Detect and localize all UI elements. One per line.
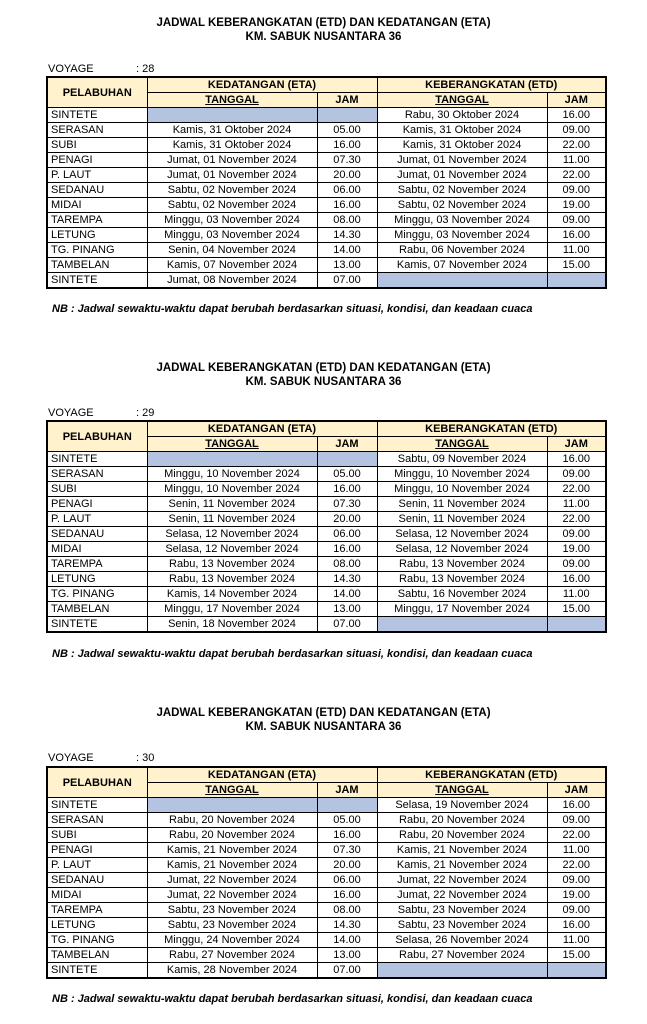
port-cell: SEDANAU [47,873,147,888]
arrival-time-cell: 14.00 [317,243,377,258]
port-cell: P. LAUT [47,168,147,183]
departure-header: KEBERANGKATAN (ETD) [377,767,606,783]
table-row [47,258,606,273]
departure-time-cell: 09.00 [547,123,606,138]
arrival-date-header: TANGGAL [147,783,317,798]
departure-date-cell: Sabtu, 23 November 2024 [377,903,547,918]
departure-time-cell: 15.00 [547,948,606,963]
departure-time-cell: 11.00 [547,587,606,602]
departure-time-cell: 19.00 [547,542,606,557]
table-row [47,273,606,289]
departure-time-cell: 16.00 [547,452,606,467]
table-row [47,843,606,858]
voyage-label: VOYAGE [48,407,94,419]
arrival-time-header: JAM [317,437,377,452]
port-cell: SINTETE [47,617,147,633]
arrival-time-cell: 13.00 [317,948,377,963]
arrival-time-cell: 16.00 [317,138,377,153]
table-row [47,123,606,138]
arrival-time-header: JAM [317,783,377,798]
departure-date-cell: Kamis, 07 November 2024 [377,258,547,273]
arrival-date-cell: Sabtu, 02 November 2024 [147,198,317,213]
arrival-date-cell [147,108,317,123]
voyage-number: 29 [142,407,155,419]
departure-time-cell: 22.00 [547,828,606,843]
departure-time-cell: 11.00 [547,497,606,512]
schedule-note: NB : Jadwal sewaktu-waktu dapat berubah berdasarkan situasi, kondisi, dan keadaan cuaca [52,648,533,660]
arrival-date-cell: Senin, 18 November 2024 [147,617,317,633]
voyage-separator: : [136,752,140,764]
schedule-title-line2: KM. SABUK NUSANTARA 36 [245,376,402,388]
arrival-date-cell: Minggu, 17 November 2024 [147,602,317,617]
departure-date-cell: Selasa, 26 November 2024 [377,933,547,948]
departure-time-cell [547,273,606,289]
table-row [47,452,606,467]
port-cell: MIDAI [47,888,147,903]
departure-date-cell: Sabtu, 09 November 2024 [377,452,547,467]
arrival-time-cell: 20.00 [317,168,377,183]
voyage-number: 28 [142,63,155,75]
departure-date-cell: Senin, 11 November 2024 [377,512,547,527]
port-cell: SERASAN [47,123,147,138]
departure-date-cell: Sabtu, 02 November 2024 [377,183,547,198]
table-row [47,572,606,587]
departure-date-header: TANGGAL [377,783,547,798]
port-header: PELABUHAN [47,421,147,452]
departure-time-cell: 16.00 [547,798,606,813]
departure-time-cell: 09.00 [547,903,606,918]
table-row [47,108,606,123]
port-cell: TAREMPA [47,903,147,918]
table-row [47,213,606,228]
arrival-time-cell: 07.30 [317,843,377,858]
departure-time-cell: 15.00 [547,602,606,617]
arrival-date-cell [147,452,317,467]
table-row [47,888,606,903]
departure-date-cell: Minggu, 03 November 2024 [377,213,547,228]
port-cell: P. LAUT [47,512,147,527]
departure-date-cell: Rabu, 13 November 2024 [377,572,547,587]
departure-time-cell: 11.00 [547,843,606,858]
arrival-date-cell: Senin, 04 November 2024 [147,243,317,258]
departure-date-cell: Rabu, 20 November 2024 [377,828,547,843]
departure-date-cell: Kamis, 31 Oktober 2024 [377,123,547,138]
table-row [47,918,606,933]
port-header: PELABUHAN [47,767,147,798]
table-row [47,243,606,258]
voyage-row [48,63,154,75]
arrival-time-cell: 07.30 [317,497,377,512]
schedule-table [46,420,607,633]
table-row [47,948,606,963]
arrival-date-cell: Jumat, 01 November 2024 [147,168,317,183]
arrival-header: KEDATANGAN (ETA) [147,77,377,93]
departure-date-cell: Rabu, 30 Oktober 2024 [377,108,547,123]
table-row [47,527,606,542]
departure-date-cell: Rabu, 20 November 2024 [377,813,547,828]
departure-date-cell: Minggu, 03 November 2024 [377,228,547,243]
departure-time-cell: 09.00 [547,557,606,572]
departure-date-header: TANGGAL [377,437,547,452]
schedule-title-line1: JADWAL KEBERANGKATAN (ETD) DAN KEDATANGAN (ETA) [156,707,491,719]
departure-time-cell [547,617,606,633]
port-cell: SUBI [47,138,147,153]
arrival-time-cell: 06.00 [317,183,377,198]
departure-header: KEBERANGKATAN (ETD) [377,77,606,93]
arrival-date-cell: Rabu, 13 November 2024 [147,557,317,572]
port-cell: LETUNG [47,572,147,587]
departure-time-cell: 22.00 [547,168,606,183]
arrival-time-cell: 07.00 [317,963,377,979]
arrival-date-cell: Sabtu, 23 November 2024 [147,903,317,918]
departure-time-cell: 09.00 [547,467,606,482]
departure-time-cell: 16.00 [547,108,606,123]
port-cell: SERASAN [47,813,147,828]
table-row [47,198,606,213]
arrival-time-cell [317,798,377,813]
departure-date-cell: Selasa, 19 November 2024 [377,798,547,813]
port-cell: TG. PINANG [47,933,147,948]
arrival-date-header: TANGGAL [147,93,317,108]
arrival-date-cell: Selasa, 12 November 2024 [147,542,317,557]
departure-date-cell: Selasa, 12 November 2024 [377,527,547,542]
table-row [47,138,606,153]
departure-time-cell: 22.00 [547,138,606,153]
arrival-header: KEDATANGAN (ETA) [147,767,377,783]
arrival-time-cell: 14.30 [317,228,377,243]
voyage-separator: : [136,63,140,75]
arrival-time-cell: 14.00 [317,933,377,948]
departure-header: KEBERANGKATAN (ETD) [377,421,606,437]
arrival-time-cell: 07.00 [317,273,377,289]
table-row [47,512,606,527]
port-cell: TG. PINANG [47,587,147,602]
departure-time-cell: 16.00 [547,572,606,587]
arrival-date-cell [147,798,317,813]
departure-time-cell: 09.00 [547,873,606,888]
schedule-table [46,766,607,979]
arrival-time-cell: 08.00 [317,557,377,572]
schedule-title-line1: JADWAL KEBERANGKATAN (ETD) DAN KEDATANGAN (ETA) [156,362,491,374]
table-row [47,482,606,497]
departure-time-cell: 16.00 [547,228,606,243]
departure-date-cell [377,273,547,289]
arrival-time-cell: 13.00 [317,602,377,617]
port-header: PELABUHAN [47,77,147,108]
arrival-time-cell: 16.00 [317,828,377,843]
port-cell: SUBI [47,828,147,843]
arrival-time-cell [317,108,377,123]
departure-time-cell: 09.00 [547,527,606,542]
arrival-date-cell: Kamis, 31 Oktober 2024 [147,123,317,138]
table-row [47,828,606,843]
port-cell: SINTETE [47,273,147,289]
port-cell: SERASAN [47,467,147,482]
table-row [47,542,606,557]
arrival-header: KEDATANGAN (ETA) [147,421,377,437]
arrival-date-cell: Rabu, 20 November 2024 [147,813,317,828]
arrival-date-cell: Kamis, 14 November 2024 [147,587,317,602]
arrival-time-cell: 16.00 [317,482,377,497]
port-cell: LETUNG [47,228,147,243]
departure-date-cell: Kamis, 31 Oktober 2024 [377,138,547,153]
table-row [47,602,606,617]
departure-time-cell: 22.00 [547,512,606,527]
arrival-date-cell: Minggu, 03 November 2024 [147,213,317,228]
arrival-time-cell: 05.00 [317,123,377,138]
departure-date-cell: Minggu, 10 November 2024 [377,482,547,497]
arrival-time-cell: 14.00 [317,587,377,602]
departure-time-header: JAM [547,93,606,108]
departure-date-cell: Sabtu, 02 November 2024 [377,198,547,213]
arrival-date-cell: Sabtu, 02 November 2024 [147,183,317,198]
arrival-time-cell: 08.00 [317,213,377,228]
arrival-date-cell: Senin, 11 November 2024 [147,497,317,512]
header-row [47,767,606,783]
arrival-date-cell: Sabtu, 23 November 2024 [147,918,317,933]
table-row [47,617,606,633]
table-row [47,933,606,948]
table-row [47,168,606,183]
departure-date-cell: Kamis, 21 November 2024 [377,858,547,873]
header-row [47,77,606,93]
departure-date-cell: Sabtu, 16 November 2024 [377,587,547,602]
header-row [47,421,606,437]
departure-time-cell: 19.00 [547,198,606,213]
departure-time-cell: 22.00 [547,482,606,497]
arrival-date-cell: Selasa, 12 November 2024 [147,527,317,542]
departure-date-cell: Selasa, 12 November 2024 [377,542,547,557]
arrival-date-cell: Jumat, 22 November 2024 [147,873,317,888]
departure-time-header: JAM [547,783,606,798]
table-row [47,467,606,482]
arrival-time-cell: 07.00 [317,617,377,633]
port-cell: TAREMPA [47,557,147,572]
arrival-time-cell: 14.30 [317,918,377,933]
arrival-time-cell: 20.00 [317,512,377,527]
port-cell: SINTETE [47,963,147,979]
schedule-title-line2: KM. SABUK NUSANTARA 36 [245,721,402,733]
arrival-time-cell: 06.00 [317,873,377,888]
port-cell: PENAGI [47,497,147,512]
arrival-date-header: TANGGAL [147,437,317,452]
arrival-date-cell: Kamis, 21 November 2024 [147,858,317,873]
departure-date-cell: Jumat, 01 November 2024 [377,168,547,183]
departure-time-cell: 16.00 [547,918,606,933]
table-row [47,183,606,198]
port-cell: TAREMPA [47,213,147,228]
port-cell: TG. PINANG [47,243,147,258]
arrival-time-cell: 05.00 [317,467,377,482]
arrival-date-cell: Jumat, 22 November 2024 [147,888,317,903]
arrival-date-cell: Kamis, 07 November 2024 [147,258,317,273]
arrival-date-cell: Rabu, 20 November 2024 [147,828,317,843]
table-row [47,963,606,979]
arrival-time-cell: 13.00 [317,258,377,273]
port-cell: TAMBELAN [47,602,147,617]
port-cell: MIDAI [47,198,147,213]
arrival-date-cell: Kamis, 21 November 2024 [147,843,317,858]
departure-time-cell: 09.00 [547,213,606,228]
port-cell: SINTETE [47,452,147,467]
departure-date-cell: Rabu, 13 November 2024 [377,557,547,572]
departure-time-header: JAM [547,437,606,452]
table-row [47,587,606,602]
schedule-title-line1: JADWAL KEBERANGKATAN (ETD) DAN KEDATANGAN (ETA) [156,17,491,29]
departure-time-cell [547,963,606,979]
arrival-date-cell: Jumat, 01 November 2024 [147,153,317,168]
arrival-time-cell: 08.00 [317,903,377,918]
departure-date-cell: Minggu, 17 November 2024 [377,602,547,617]
departure-date-cell: Jumat, 22 November 2024 [377,873,547,888]
table-row [47,873,606,888]
table-row [47,497,606,512]
arrival-time-cell: 20.00 [317,858,377,873]
departure-time-cell: 09.00 [547,183,606,198]
departure-date-cell: Jumat, 01 November 2024 [377,153,547,168]
departure-date-cell: Jumat, 22 November 2024 [377,888,547,903]
port-cell: PENAGI [47,843,147,858]
schedule-note: NB : Jadwal sewaktu-waktu dapat berubah berdasarkan situasi, kondisi, dan keadaan cuaca [52,303,533,315]
departure-date-cell: Rabu, 06 November 2024 [377,243,547,258]
departure-time-cell: 19.00 [547,888,606,903]
port-cell: MIDAI [47,542,147,557]
arrival-date-cell: Rabu, 27 November 2024 [147,948,317,963]
departure-date-cell: Senin, 11 November 2024 [377,497,547,512]
departure-date-cell: Minggu, 10 November 2024 [377,467,547,482]
departure-date-cell [377,963,547,979]
table-row [47,798,606,813]
port-cell: SUBI [47,482,147,497]
table-row [47,813,606,828]
arrival-time-cell: 16.00 [317,198,377,213]
schedule-title-line2: KM. SABUK NUSANTARA 36 [245,31,402,43]
arrival-date-cell: Rabu, 13 November 2024 [147,572,317,587]
voyage-label: VOYAGE [48,752,94,764]
port-cell: PENAGI [47,153,147,168]
table-row [47,903,606,918]
port-cell: TAMBELAN [47,948,147,963]
departure-time-cell: 11.00 [547,153,606,168]
voyage-number: 30 [142,752,155,764]
arrival-date-cell: Senin, 11 November 2024 [147,512,317,527]
departure-time-cell: 11.00 [547,243,606,258]
departure-time-cell: 22.00 [547,858,606,873]
port-cell: SINTETE [47,108,147,123]
departure-time-cell: 09.00 [547,813,606,828]
voyage-row [48,752,154,764]
voyage-separator: : [136,407,140,419]
port-cell: TAMBELAN [47,258,147,273]
departure-time-cell: 15.00 [547,258,606,273]
departure-date-cell: Rabu, 27 November 2024 [377,948,547,963]
arrival-date-cell: Kamis, 31 Oktober 2024 [147,138,317,153]
departure-date-cell: Kamis, 21 November 2024 [377,843,547,858]
departure-time-cell: 11.00 [547,933,606,948]
arrival-time-cell: 06.00 [317,527,377,542]
arrival-time-cell [317,452,377,467]
voyage-label: VOYAGE [48,63,94,75]
departure-date-cell [377,617,547,633]
table-row [47,153,606,168]
port-cell: SEDANAU [47,183,147,198]
voyage-row [48,407,154,419]
table-row [47,228,606,243]
departure-date-header: TANGGAL [377,93,547,108]
port-cell: SEDANAU [47,527,147,542]
port-cell: P. LAUT [47,858,147,873]
arrival-date-cell: Jumat, 08 November 2024 [147,273,317,289]
arrival-date-cell: Minggu, 10 November 2024 [147,467,317,482]
schedule-note: NB : Jadwal sewaktu-waktu dapat berubah berdasarkan situasi, kondisi, dan keadaan cuaca [52,993,533,1005]
arrival-time-cell: 14.30 [317,572,377,587]
port-cell: LETUNG [47,918,147,933]
table-row [47,858,606,873]
arrival-time-cell: 07.30 [317,153,377,168]
arrival-time-cell: 16.00 [317,542,377,557]
arrival-time-header: JAM [317,93,377,108]
schedule-table [46,76,607,289]
port-cell: SINTETE [47,798,147,813]
departure-date-cell: Sabtu, 23 November 2024 [377,918,547,933]
arrival-date-cell: Minggu, 24 November 2024 [147,933,317,948]
arrival-date-cell: Kamis, 28 November 2024 [147,963,317,979]
arrival-date-cell: Minggu, 10 November 2024 [147,482,317,497]
arrival-time-cell: 16.00 [317,888,377,903]
arrival-date-cell: Minggu, 03 November 2024 [147,228,317,243]
table-row [47,557,606,572]
arrival-time-cell: 05.00 [317,813,377,828]
